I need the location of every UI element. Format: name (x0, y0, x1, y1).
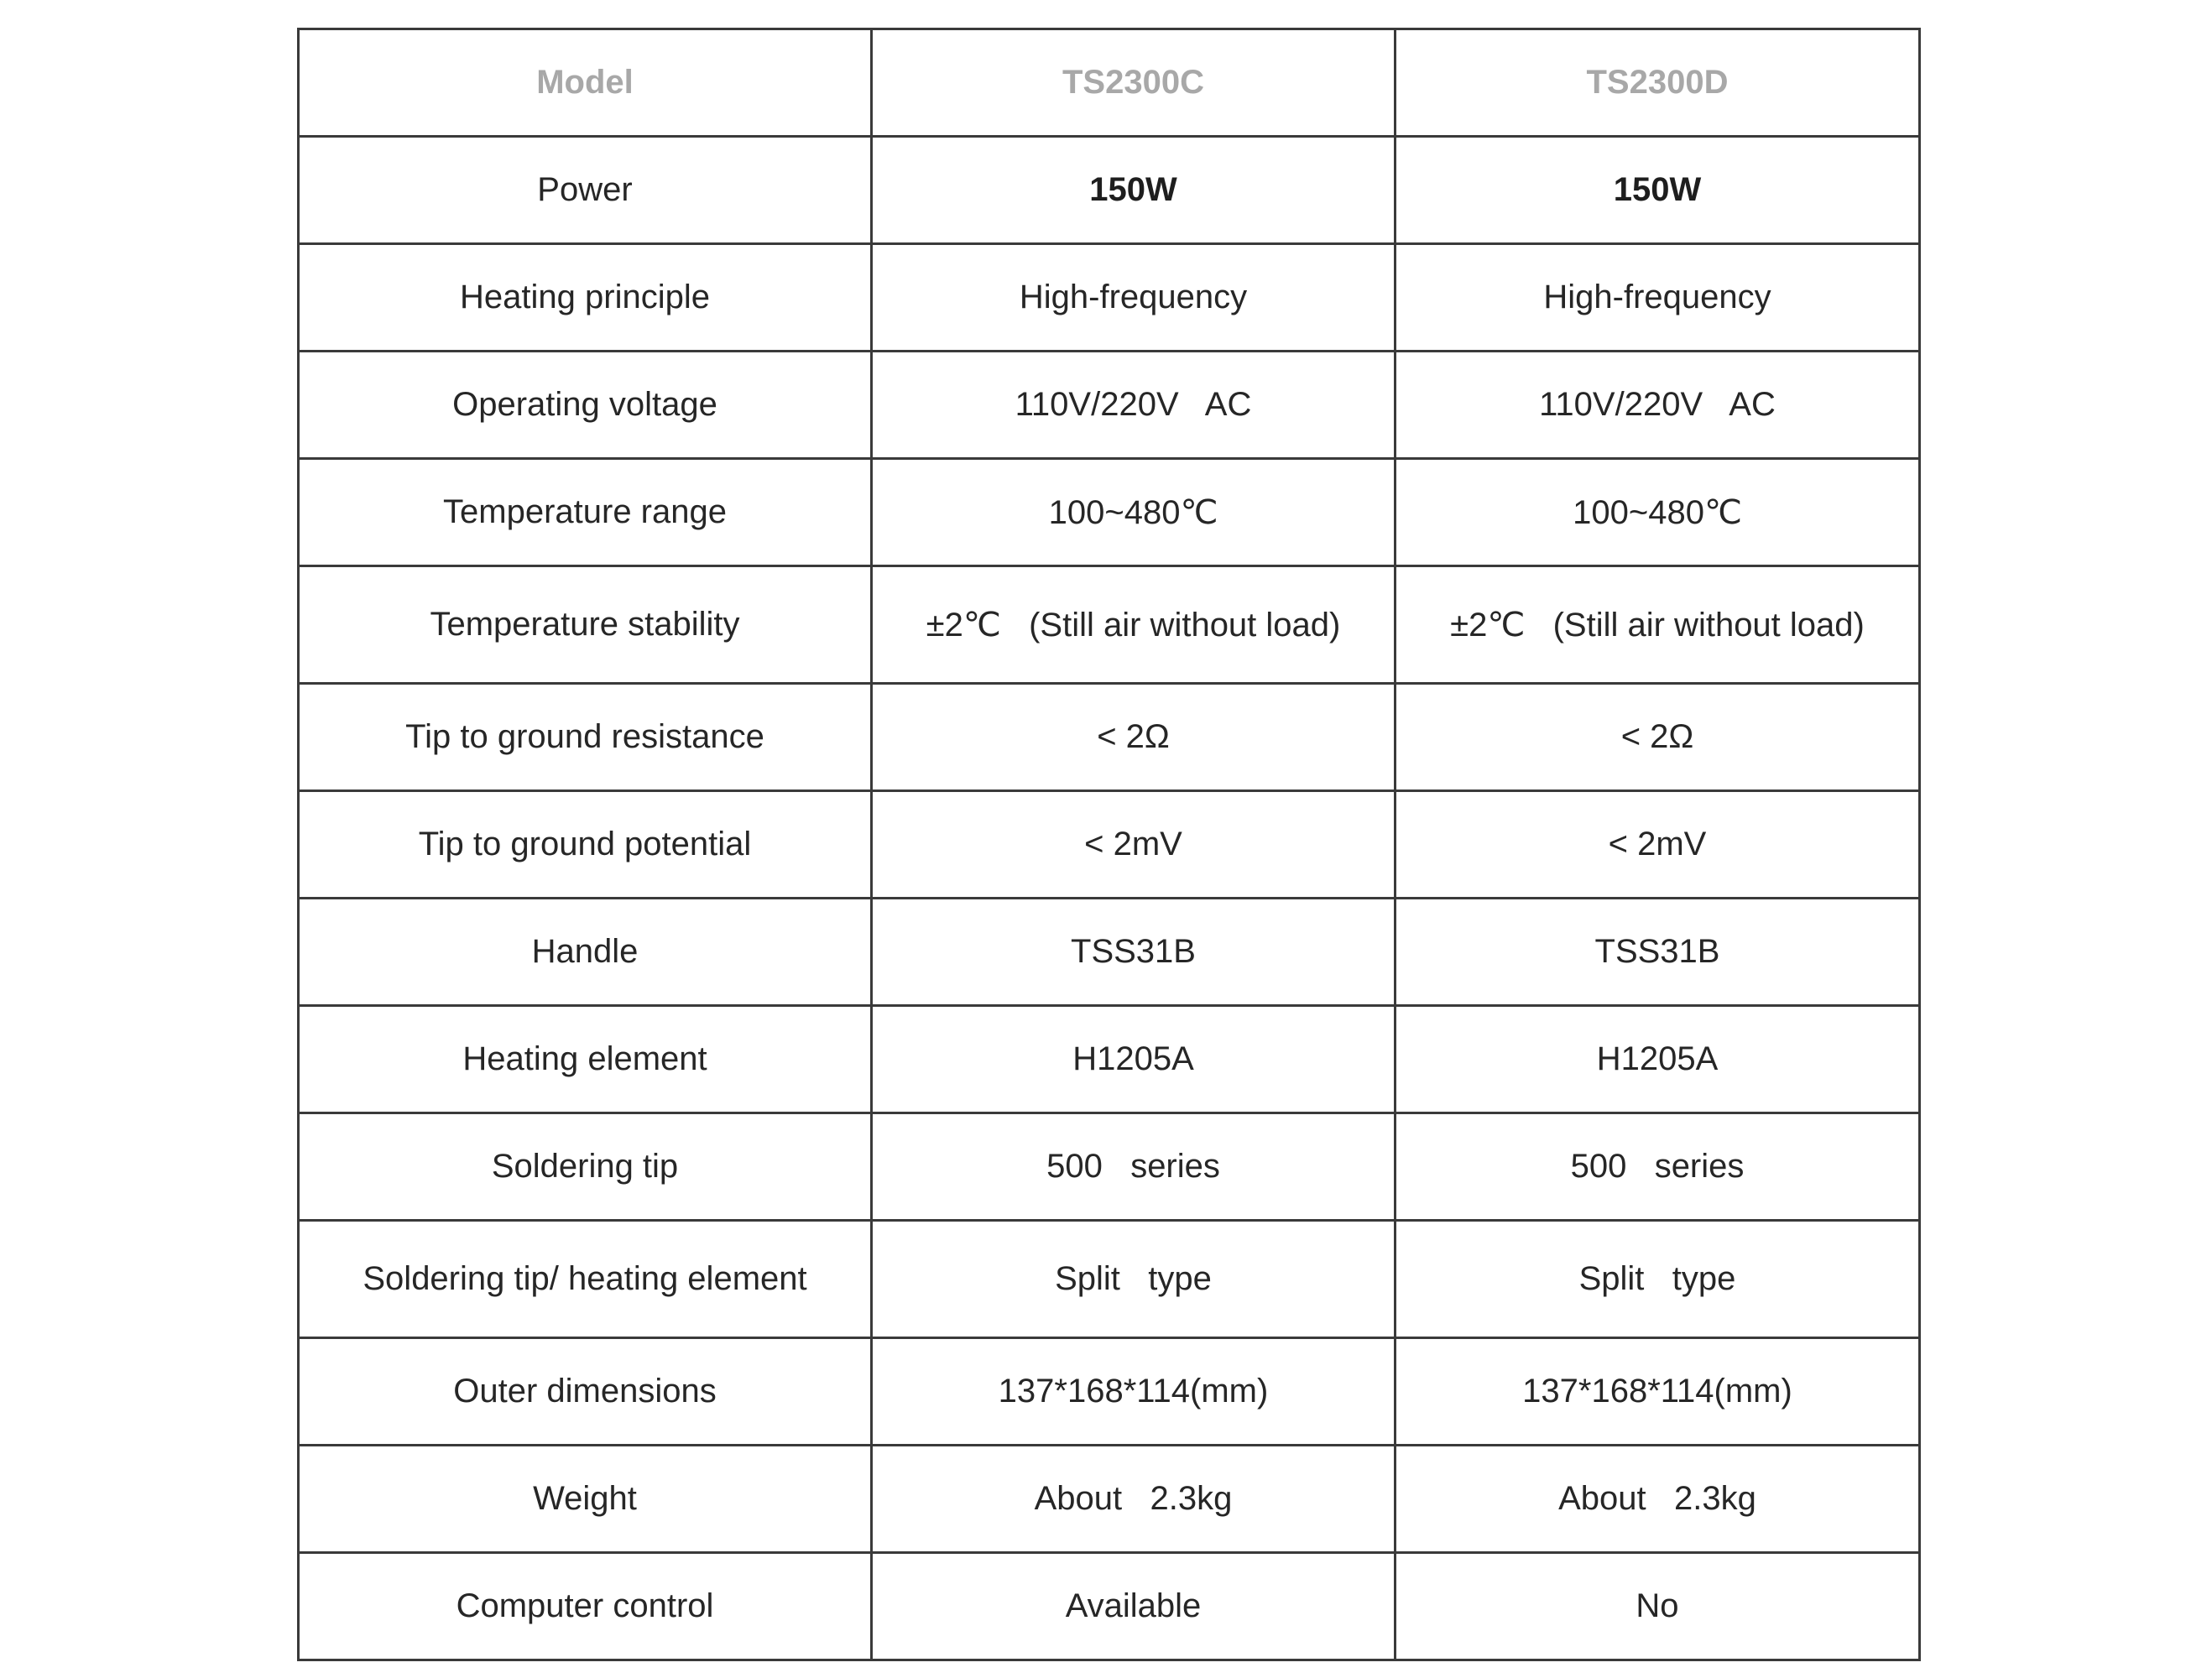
row-heating-principle (299, 244, 1920, 352)
cell-ts2300d: 137*168*114(mm) (1396, 1338, 1920, 1446)
row-label: Weight (299, 1446, 872, 1553)
cell-ts2300d: ±2℃ (Still air without load) (1396, 566, 1920, 684)
row-tip-ground-resistance (299, 684, 1920, 791)
cell-ts2300c: 500 series (872, 1113, 1396, 1221)
cell-ts2300d: High-frequency (1396, 244, 1920, 352)
cell-ts2300d: About 2.3kg (1396, 1446, 1920, 1553)
row-label: Outer dimensions (299, 1338, 872, 1446)
row-label: Operating voltage (299, 352, 872, 459)
row-outer-dimensions (299, 1338, 1920, 1446)
header-model-ts2300c: TS2300C (872, 29, 1396, 137)
cell-ts2300c: TSS31B (872, 899, 1396, 1006)
cell-ts2300d: TSS31B (1396, 899, 1920, 1006)
cell-ts2300d: 500 series (1396, 1113, 1920, 1221)
cell-ts2300c: ±2℃ (Still air without load) (872, 566, 1396, 684)
row-handle (299, 899, 1920, 1006)
cell-ts2300c: < 2mV (872, 791, 1396, 899)
cell-ts2300d: 150W (1396, 137, 1920, 244)
row-label: Soldering tip (299, 1113, 872, 1221)
row-operating-voltage (299, 352, 1920, 459)
spec-table (297, 28, 1921, 1661)
cell-ts2300c: 137*168*114(mm) (872, 1338, 1396, 1446)
row-weight (299, 1446, 1920, 1553)
row-label: Temperature stability (299, 566, 872, 684)
cell-ts2300d: < 2mV (1396, 791, 1920, 899)
row-power (299, 137, 1920, 244)
header-model-label: Model (299, 29, 872, 137)
row-computer-control (299, 1553, 1920, 1660)
cell-ts2300c: Split type (872, 1221, 1396, 1338)
row-label: Heating element (299, 1006, 872, 1113)
row-label: Tip to ground resistance (299, 684, 872, 791)
cell-ts2300d: H1205A (1396, 1006, 1920, 1113)
row-heating-element (299, 1006, 1920, 1113)
cell-ts2300c: About 2.3kg (872, 1446, 1396, 1553)
cell-ts2300c: 100~480℃ (872, 459, 1396, 566)
cell-ts2300d: Split type (1396, 1221, 1920, 1338)
row-soldering-tip (299, 1113, 1920, 1221)
row-tip-ground-potential (299, 791, 1920, 899)
cell-ts2300c: High-frequency (872, 244, 1396, 352)
cell-ts2300d: 110V/220V AC (1396, 352, 1920, 459)
cell-ts2300d: No (1396, 1553, 1920, 1660)
cell-ts2300d: 100~480℃ (1396, 459, 1920, 566)
cell-ts2300d: < 2Ω (1396, 684, 1920, 791)
header-model-ts2300d: TS2300D (1396, 29, 1920, 137)
cell-ts2300c: Available (872, 1553, 1396, 1660)
row-tip-heating-element (299, 1221, 1920, 1338)
row-label: Temperature range (299, 459, 872, 566)
row-temperature-range (299, 459, 1920, 566)
row-label: Computer control (299, 1553, 872, 1660)
row-label: Soldering tip/ heating element (299, 1221, 872, 1338)
row-temperature-stability (299, 566, 1920, 684)
row-label: Handle (299, 899, 872, 1006)
row-label: Power (299, 137, 872, 244)
cell-ts2300c: 110V/220V AC (872, 352, 1396, 459)
row-label: Tip to ground potential (299, 791, 872, 899)
row-label: Heating principle (299, 244, 872, 352)
header-row (299, 29, 1920, 137)
cell-ts2300c: < 2Ω (872, 684, 1396, 791)
cell-ts2300c: 150W (872, 137, 1396, 244)
cell-ts2300c: H1205A (872, 1006, 1396, 1113)
